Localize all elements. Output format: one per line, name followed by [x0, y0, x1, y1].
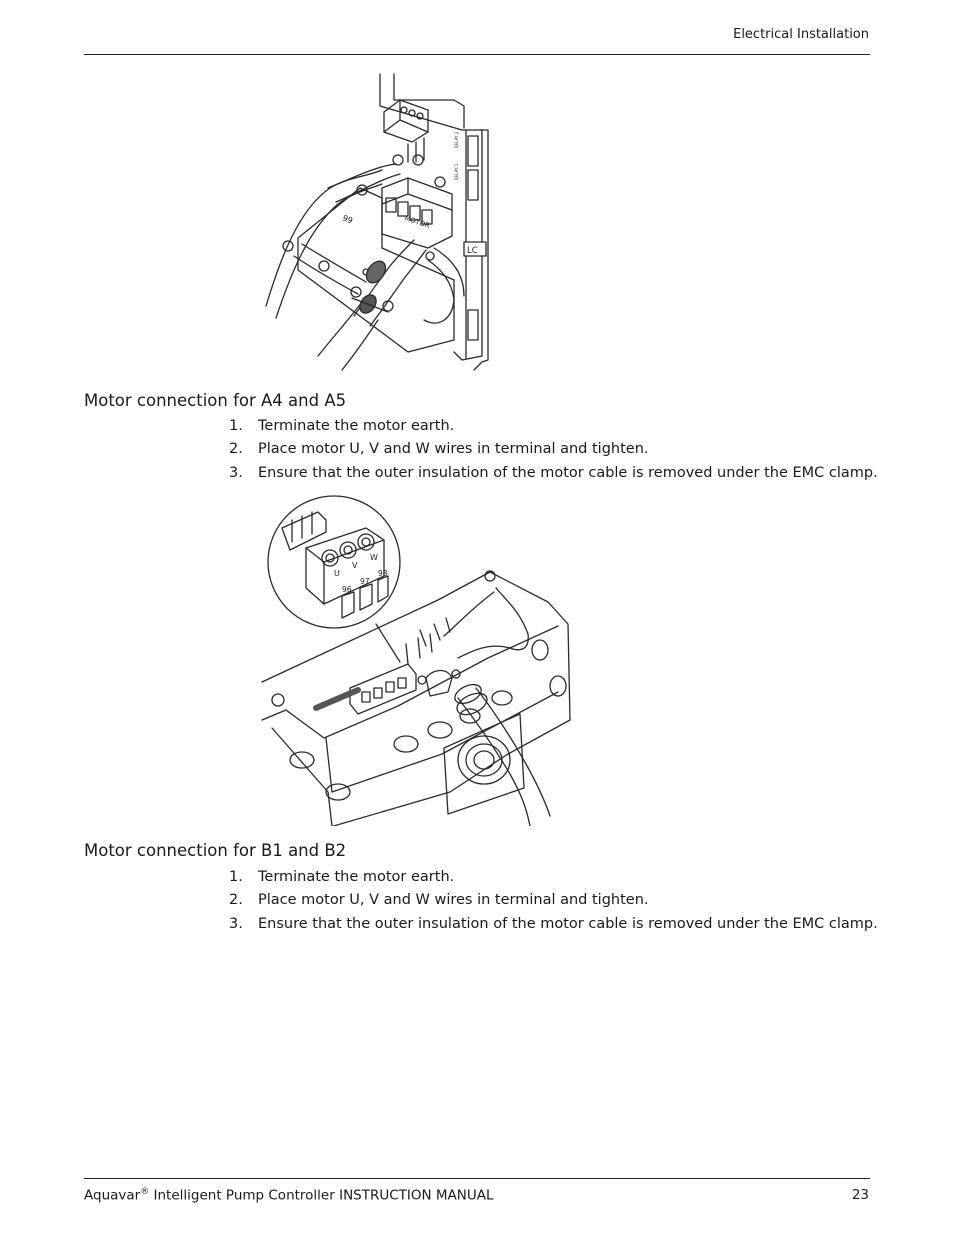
list-item: 3. Ensure that the outer insulation of the motor cable is removed under the EMC clamp.: [229, 915, 878, 932]
header-section-title: Electrical Installation: [733, 27, 869, 42]
terminal-98-label: 98: [378, 569, 388, 578]
motor-connection-a4-a5-illustration: [258, 70, 520, 372]
section-heading-a4-a5: Motor connection for A4 and A5: [84, 391, 347, 410]
list-item: 2. Place motor U, V and W wires in terminal and tighten.: [229, 441, 649, 458]
terminal-97-label: 97: [360, 577, 370, 586]
page-number: 23: [851, 1187, 869, 1203]
terminal-v-label: V: [352, 561, 358, 570]
steps-list-b1-b2: [229, 866, 878, 936]
section-heading-b1-b2: Motor connection for B1 and B2: [84, 841, 347, 860]
header-divider: [84, 54, 870, 55]
footer-divider: [84, 1178, 870, 1179]
terminal-u-label: U: [334, 569, 340, 578]
relay-1-label: RELAY 1: [454, 163, 459, 180]
terminal-96-label: 96: [342, 585, 352, 594]
lc-label: LC: [467, 246, 478, 256]
terminal-w-label: W: [370, 553, 378, 562]
motor-label: MOTOR: [403, 214, 431, 230]
list-item: 1. Terminate the motor earth.: [229, 418, 455, 434]
steps-list-a4-a5: [229, 415, 878, 485]
relay-2-label: RELAY 2: [454, 131, 459, 148]
motor-connection-b1-b2-illustration: [258, 492, 590, 826]
list-item: 1. Terminate the motor earth.: [229, 869, 455, 885]
list-item: 2. Place motor U, V and W wires in terminal and tighten.: [229, 892, 649, 909]
earth-terminal-label: 99: [341, 213, 354, 226]
footer-manual-title: Aquavar® Intelligent Pump Controller INSTRUCTION MANUAL: [84, 1187, 494, 1204]
list-item: 3. Ensure that the outer insulation of the motor cable is removed under the EMC clamp.: [229, 464, 878, 481]
